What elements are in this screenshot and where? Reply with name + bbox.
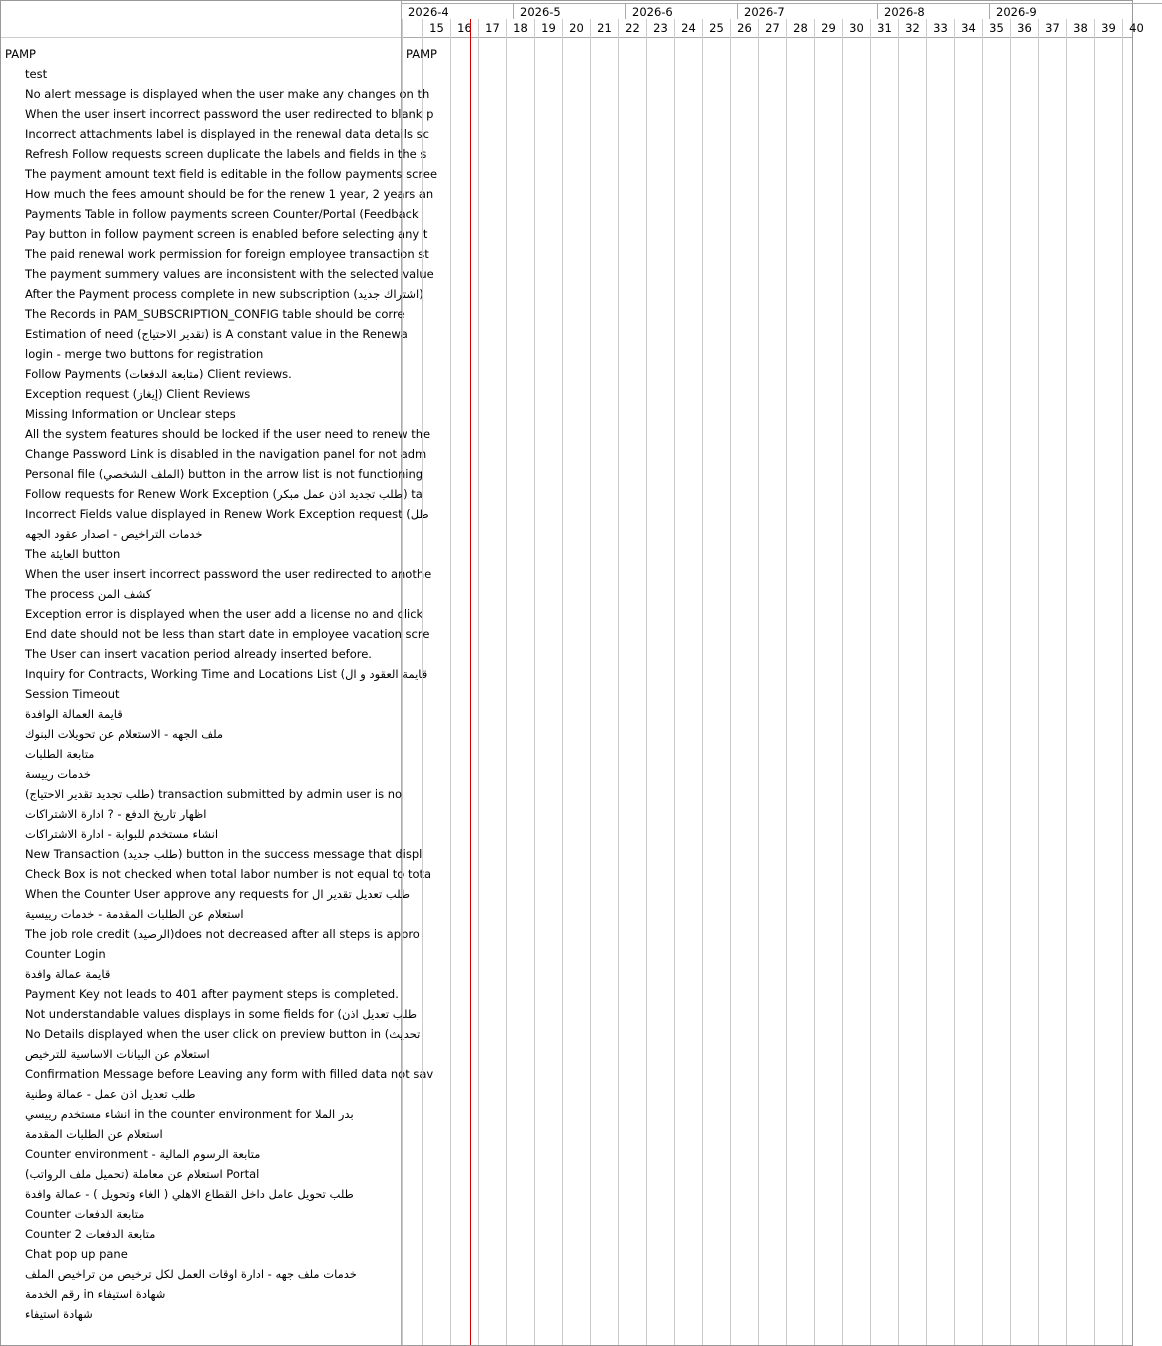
- project-bar-label[interactable]: PAMP: [406, 47, 437, 61]
- task-row[interactable]: login - merge two buttons for registration: [25, 347, 264, 361]
- task-row[interactable]: Incorrect attachments label is displayed in the renewal data details sc: [25, 127, 429, 141]
- task-row[interactable]: استعلام عن الطلبات المقدمة: [25, 1127, 163, 1141]
- task-row[interactable]: Exception error is displayed when the user add a license no and click: [25, 607, 424, 621]
- grid-line: [814, 19, 815, 1345]
- task-row[interactable]: Refresh Follow requests screen duplicate the labels and fields in the s: [25, 147, 427, 161]
- week-label: 37: [1038, 19, 1066, 37]
- task-row[interactable]: New Transaction (طلب جديد) button in the success message that displ: [25, 847, 423, 861]
- task-row[interactable]: When the user insert incorrect password the user redirected to blank p: [25, 107, 434, 121]
- task-row[interactable]: Follow Payments (متابعة الدفعات) Client reviews.: [25, 367, 292, 381]
- task-row[interactable]: (طلب تجديد تقدير الاحتياج) transaction submitted by admin user is no: [25, 787, 403, 801]
- task-row[interactable]: طلب تعديل اذن عمل - عمالة وطنية: [25, 1087, 196, 1101]
- task-row[interactable]: رقم الخدمة in شهادة استيفاء: [25, 1287, 166, 1301]
- grid-line: [702, 19, 703, 1345]
- grid-line: [646, 19, 647, 1345]
- task-row[interactable]: Chat pop up pane: [25, 1247, 128, 1261]
- grid-line: [786, 19, 787, 1345]
- task-row[interactable]: The Records in PAM_SUBSCRIPTION_CONFIG table should be corre: [25, 307, 405, 321]
- grid-line: [898, 19, 899, 1345]
- task-row[interactable]: The process كشف المن: [25, 587, 152, 601]
- week-label: 27: [758, 19, 786, 37]
- week-label: 15: [422, 19, 450, 37]
- task-row[interactable]: Confirmation Message before Leaving any form with filled data not sav: [25, 1067, 434, 1081]
- task-row[interactable]: طلب تحويل عامل داخل القطاع الاهلي ( الغاء وتحويل ) - عمالة وافدة: [25, 1187, 354, 1201]
- grid-line: [618, 19, 619, 1345]
- grid-line: [590, 19, 591, 1345]
- grid-line: [1122, 19, 1123, 1345]
- task-row[interactable]: Payment Key not leads to 401 after payment steps is completed.: [25, 987, 399, 1001]
- task-row[interactable]: Counter environment - متابعة الرسوم المالية: [25, 1147, 261, 1161]
- month-label: 2026-6: [625, 3, 737, 19]
- grid-line: [506, 19, 507, 1345]
- week-label: 20: [562, 19, 590, 37]
- week-label: 21: [590, 19, 618, 37]
- week-label: 40: [1122, 19, 1150, 37]
- task-row[interactable]: Session Timeout: [25, 687, 120, 701]
- week-label: 32: [898, 19, 926, 37]
- grid-line: [478, 19, 479, 1345]
- week-label: 33: [926, 19, 954, 37]
- task-row[interactable]: How much the fees amount should be for the renew 1 year, 2 years an: [25, 187, 434, 201]
- grid-line: [758, 19, 759, 1345]
- task-row[interactable]: متابعة الطلبات: [25, 747, 95, 761]
- task-row[interactable]: Missing Information or Unclear steps: [25, 407, 236, 421]
- grid-line: [674, 19, 675, 1345]
- task-row[interactable]: Payments Table in follow payments screen Counter/Portal (Feedback: [25, 207, 419, 221]
- task-row[interactable]: The العايئة button: [25, 547, 121, 561]
- task-row[interactable]: End date should not be less than start date in employee vacation scre: [25, 627, 430, 641]
- task-row[interactable]: خدمات رييسة: [25, 767, 91, 781]
- grid-line: [730, 19, 731, 1345]
- grid-line: [450, 19, 451, 1345]
- grid-line: [422, 19, 423, 1345]
- task-row[interactable]: The User can insert vacation period already inserted before.: [25, 647, 372, 661]
- task-row[interactable]: The paid renewal work permission for foreign employee transaction st: [25, 247, 429, 261]
- month-label: 2026-5: [513, 3, 625, 19]
- task-row[interactable]: Personal file (الملف الشخصي) button in the arrow list is not functioning: [25, 467, 424, 481]
- week-label: 29: [814, 19, 842, 37]
- week-label: 36: [1010, 19, 1038, 37]
- task-row[interactable]: خدمات التراخيص - اصدار عقود الجهه: [25, 527, 203, 541]
- task-row[interactable]: Counter Login: [25, 947, 106, 961]
- task-row[interactable]: خدمات ملف جهه - ادارة اوقات العمل لكل ترخيص من تراخيص الملف: [25, 1267, 357, 1281]
- grid-line: [982, 19, 983, 1345]
- grid-line: [926, 19, 927, 1345]
- task-row[interactable]: Follow requests for Renew Work Exception (طلب تجديد اذن عمل مبكر) ta: [25, 487, 423, 501]
- task-row[interactable]: انشاء مستخدم للبوابة - ادارة الاشتراكات: [25, 827, 219, 841]
- week-label: 24: [674, 19, 702, 37]
- month-label: 2026-4: [401, 3, 513, 19]
- month-label: 2026-7: [737, 3, 877, 19]
- grid-line: [562, 19, 563, 1345]
- grid-line: [1038, 19, 1039, 1345]
- week-label: 18: [506, 19, 534, 37]
- task-row[interactable]: اظهار تاريخ الدفع - ? ادارة الاشتراكات: [25, 807, 207, 821]
- month-header: [402, 1, 1132, 19]
- week-label: 26: [730, 19, 758, 37]
- month-label: 2026-9: [989, 3, 1162, 19]
- task-row[interactable]: When the Counter User approve any requests for طلب تعديل تقدير ال: [25, 887, 411, 901]
- grid-line: [1010, 19, 1011, 1345]
- task-row[interactable]: استعلام عن البيانات الاساسية للترخيص: [25, 1047, 210, 1061]
- task-row[interactable]: No Details displayed when the user click on preview button in (تحديث: [25, 1027, 421, 1041]
- grid-line: [954, 19, 955, 1345]
- week-label: 19: [534, 19, 562, 37]
- task-list: [1, 44, 438, 1324]
- task-row[interactable]: When the user insert incorrect password the user redirected to anothe: [25, 567, 432, 581]
- week-label: 22: [618, 19, 646, 37]
- task-row[interactable]: The payment summery values are inconsistent with the selected value: [25, 267, 434, 281]
- task-row[interactable]: Counter متابعة الدفعات 2: [25, 1227, 156, 1241]
- week-label: 39: [1094, 19, 1122, 37]
- task-row[interactable]: All the system features should be locked if the user need to renew the: [25, 427, 431, 441]
- week-label: 38: [1066, 19, 1094, 37]
- grid-line: [870, 19, 871, 1345]
- week-label: 25: [702, 19, 730, 37]
- task-row[interactable]: Inquiry for Contracts, Working Time and Locations List (قايمة العقود و ال: [25, 667, 428, 681]
- task-row[interactable]: Counter متابعة الدفعات: [25, 1207, 145, 1221]
- week-label: 28: [786, 19, 814, 37]
- week-label: 17: [478, 19, 506, 37]
- task-row[interactable]: No alert message is displayed when the user make any changes on th: [25, 87, 430, 101]
- today-marker-line: [470, 19, 471, 1345]
- task-row-project[interactable]: PAMP: [5, 47, 36, 61]
- task-row[interactable]: Not understandable values displays in some fields for (طلب تعديل اذن: [25, 1007, 417, 1021]
- task-row[interactable]: Exception request (إيغاز) Client Reviews: [25, 387, 251, 401]
- task-row[interactable]: Pay button in follow payment screen is enabled before selecting any t: [25, 227, 428, 241]
- grid-line: [402, 19, 403, 1345]
- task-row[interactable]: قايمة العمالة الوافدة: [25, 707, 123, 721]
- week-label: 35: [982, 19, 1010, 37]
- grid-line: [1094, 19, 1095, 1345]
- grid-line: [534, 19, 535, 1345]
- month-label: 2026-8: [877, 3, 989, 19]
- week-label: 16: [450, 19, 478, 37]
- task-row[interactable]: Incorrect Fields value displayed in Renew Work Exception request (طل: [25, 507, 429, 521]
- task-row[interactable]: استعلام عن الطلبات المقدمة - خدمات رييسية: [25, 907, 244, 921]
- week-header: [402, 19, 1144, 38]
- week-label: 31: [870, 19, 898, 37]
- task-row[interactable]: Change Password Link is disabled in the navigation panel for not adm: [25, 447, 427, 461]
- task-row[interactable]: ملف الجهه - الاستعلام عن تحويلات البنوك: [25, 727, 224, 741]
- task-row[interactable]: قايمة عمالة وافدة: [25, 967, 111, 981]
- task-row[interactable]: test: [25, 67, 48, 81]
- task-list-header: [1, 1, 401, 38]
- task-row[interactable]: شهادة استيفاء: [25, 1307, 93, 1321]
- task-row[interactable]: Check Box is not checked when total labor number is not equal to tota: [25, 867, 432, 881]
- task-row[interactable]: انشاء مستخدم رييسي in the counter environment for بدر الملا: [25, 1107, 354, 1121]
- grid-line: [1066, 19, 1067, 1345]
- task-row[interactable]: The job role credit (الرصيد)does not decreased after all steps is appro: [25, 927, 420, 941]
- task-row[interactable]: Estimation of need (تقدير الاحتياج) is A constant value in the Renewa: [25, 327, 408, 341]
- task-row[interactable]: After the Payment process complete in new subscription (اشتراك جديد): [25, 287, 424, 301]
- week-label: 30: [842, 19, 870, 37]
- week-label: 23: [646, 19, 674, 37]
- timeline-area: [402, 1, 1144, 1345]
- grid-line: [842, 19, 843, 1345]
- task-row[interactable]: The payment amount text field is editable in the follow payments scree: [25, 167, 438, 181]
- week-label: 34: [954, 19, 982, 37]
- task-row[interactable]: استعلام عن معاملة (تحميل ملف الرواتب) Portal: [25, 1167, 260, 1181]
